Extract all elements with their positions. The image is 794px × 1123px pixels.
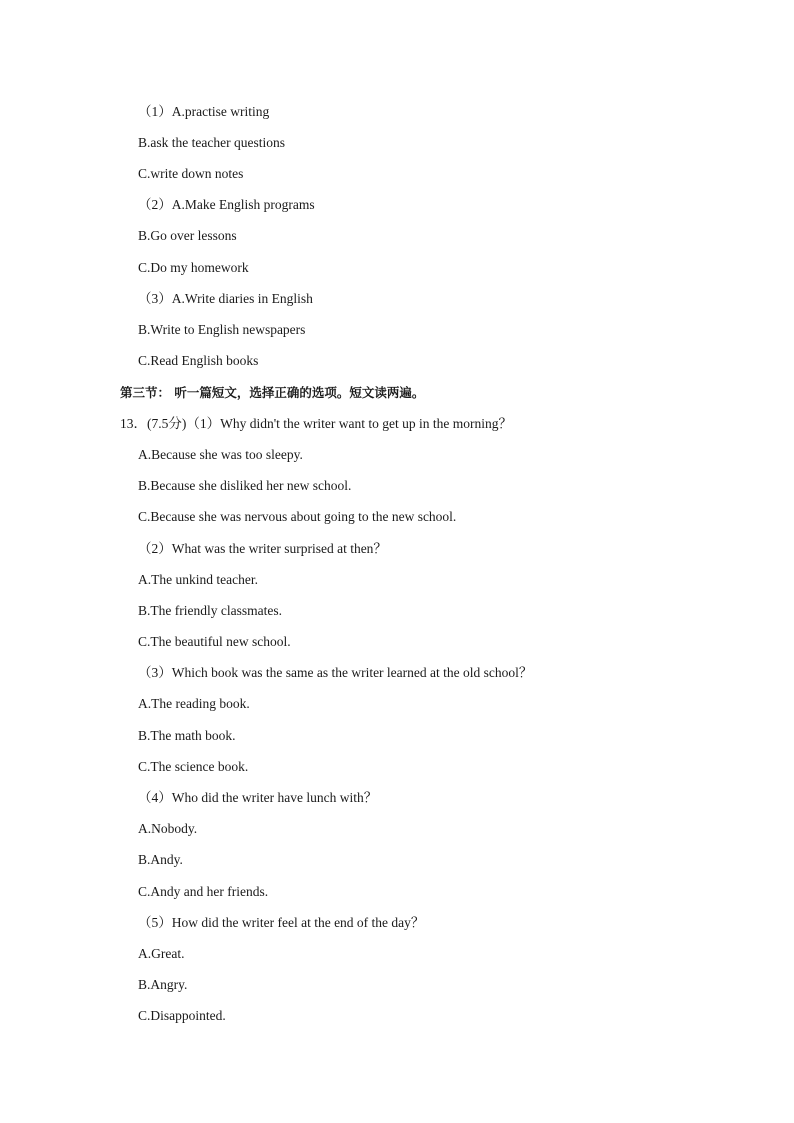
question-13-stem: 13．(7.5分)（1）Why didn't the writer want to get up in the morning？: [120, 416, 512, 431]
q13-5-option-c: C.Disappointed.: [138, 1008, 226, 1023]
q2-option-c: C.Do my homework: [138, 260, 249, 275]
q13-2-option-a: A.The unkind teacher.: [138, 572, 258, 587]
q13-4-option-c: C.Andy and her friends.: [138, 884, 269, 899]
q1-option-c: C.write down notes: [138, 166, 244, 181]
q13-5-option-b: B.Angry.: [138, 977, 188, 992]
section-heading: 第三节： 听一篇短文，选择正确的选项。短文读两遍。: [120, 385, 425, 400]
q1-option-b: B.ask the teacher questions: [138, 135, 285, 150]
q3-option-a: （3）A.Write diaries in English: [138, 291, 313, 306]
q13-1-option-b: B.Because she disliked her new school.: [138, 478, 352, 493]
q13-2-stem: （2）What was the writer surprised at then？: [138, 541, 387, 556]
q13-2-option-b: B.The friendly classmates.: [138, 603, 282, 618]
q13-4-option-a: A.Nobody.: [138, 821, 198, 836]
q13-5-stem: （5）How did the writer feel at the end of the day？: [138, 915, 425, 930]
q13-3-option-a: A.The reading book.: [138, 696, 250, 711]
q13-3-stem: （3）Which book was the same as the writer learned at the old school？: [138, 665, 533, 680]
q13-1-option-a: A.Because she was too sleepy.: [138, 447, 303, 462]
q13-2-option-c: C.The beautiful new school.: [138, 634, 291, 649]
q1-option-a: （1）A.practise writing: [138, 104, 270, 119]
q13-3-option-b: B.The math book.: [138, 728, 236, 743]
q3-option-c: C.Read English books: [138, 353, 259, 368]
q2-option-a: （2）A.Make English programs: [138, 197, 315, 212]
q13-4-option-b: B.Andy.: [138, 852, 183, 867]
q13-3-option-c: C.The science book.: [138, 759, 249, 774]
q3-option-b: B.Write to English newspapers: [138, 322, 306, 337]
q13-4-stem: （4）Who did the writer have lunch with？: [138, 790, 378, 805]
q2-option-b: B.Go over lessons: [138, 228, 237, 243]
q13-5-option-a: A.Great.: [138, 946, 185, 961]
q13-1-option-c: C.Because she was nervous about going to the new school.: [138, 509, 457, 524]
